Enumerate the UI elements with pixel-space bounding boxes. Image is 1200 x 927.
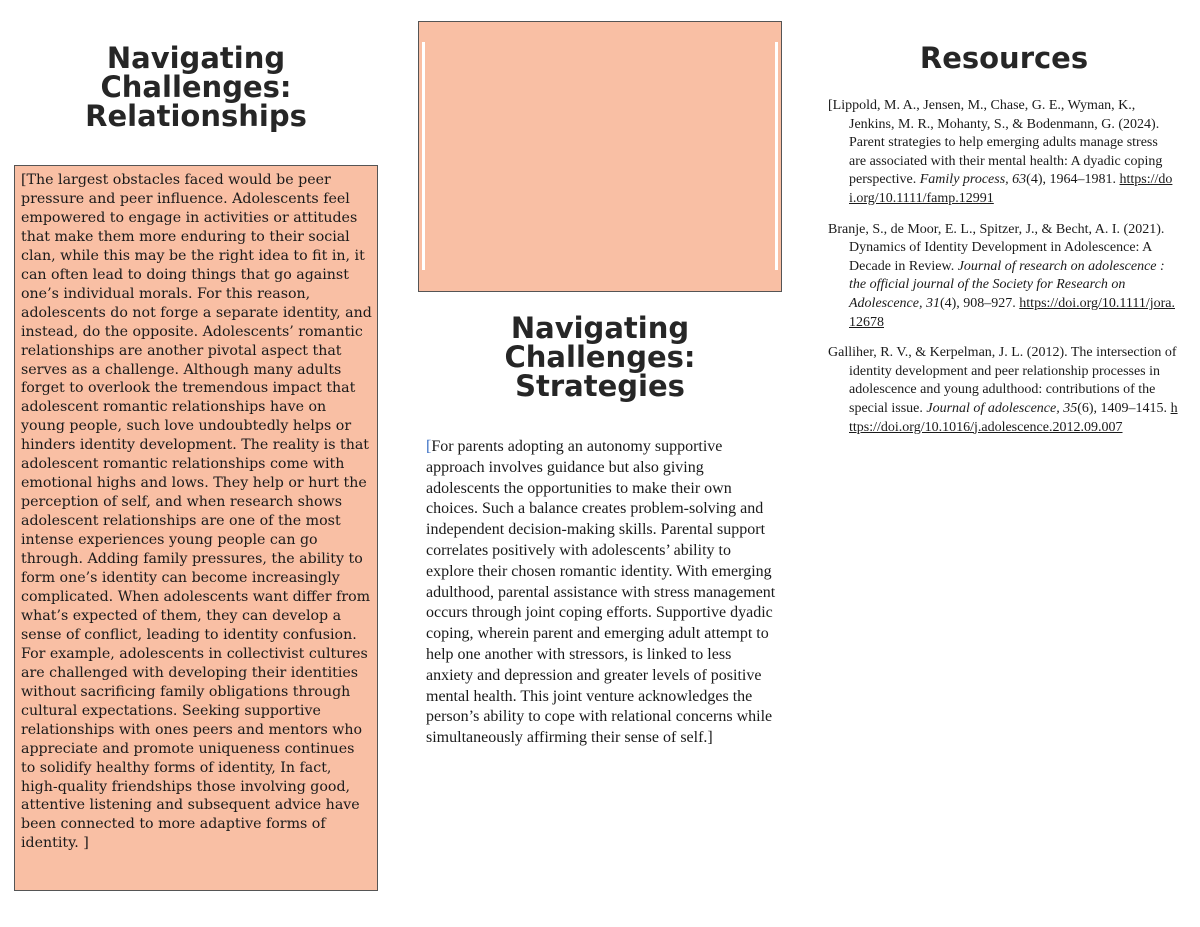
reference-text: [Lippold, M. A., Jensen, M., Chase, G. E., Wyman, K., Jenkins, M. R., Mohanty, S., & Bodenmann, G. (2024). Parent strategies to help emerging adults manage stress are associated with their mental health: A dyadic coping perspective. [828,98,1163,188]
reference-doi-link[interactable]: https://doi.org/10.1111/jora.12678 [849,295,1175,330]
image-placeholder-left-edge [422,42,425,270]
reference-text: Branje, S., de Moor, E. L., Spitzer, J., & Becht, A. I. (2021). Dynamics of Identity Development in Adolescence: A Decade in Review. [828,221,1165,274]
relationships-heading: Navigating Challenges: Relationships [85,41,307,133]
strategies-open-bracket: [ [426,438,432,455]
reference-doi-link[interactable]: https://doi.org/10.1111/famp.12991 [849,172,1173,206]
reference-doi-link[interactable]: https://doi.org/10.1016/j.adolescence.2012.09.007 [849,400,1178,435]
image-placeholder-right-edge [775,42,778,270]
reference-item [828,97,1178,209]
reference-text: Galliher, R. V., & Kerpelman, J. L. (2012). The intersection of identity development and peer relationship processes in adolescence and young adulthood: contributions of the special issue. [828,345,1177,416]
image-placeholder [418,21,782,292]
resources-heading: Resources [919,41,1089,75]
reference-journal: Journal of research on adolescence : the official journal of the Society for Research on Adolescence, 31 [849,258,1165,311]
relationships-text-box [14,165,378,891]
strategies-body: For parents adopting an autonomy supportive approach involves guidance but also giving adolescents the opportunities to make their own choices. Such a balance creates problem-solving and independent decision-making skills. Parental support correlates positively with adolescents’ ability to explore their chosen romantic identity. With emerging adulthood, parental assistance with stress management occurs through joint coping efforts. Supportive dyadic coping, wherein parent and emerging adult attempt to help one another with stressors, is linked to less anxiety and depression and greater levels of positive mental health. This joint venture acknowledges the person’s ability to cope with relational concerns while simultaneously affirming their sense of self.] [426,438,776,747]
reference-details: (6), 1409–1415. [1077,400,1171,416]
reference-journal: Journal of adolescence, 35 [926,400,1078,416]
reference-item [828,221,1178,333]
strategies-body-paragraph [426,437,778,749]
reference-item [828,344,1178,437]
relationships-body: [The largest obstacles faced would be peer pressure and peer influence. Adolescents feel empowered to engage in activities or attitudes that make them more enduring to their social clan, while this may be the right idea to fit in, it can often lead to doing things that go against one’s individual morals. For this reason, adolescents do not forge a separate identity, and instead, do the opposite. Adolescents’ romantic relationships are another pivotal aspect that serves as a challenge. Although many adults forget to overlook the tremendous impact that adolescent romantic relationships have on young people, such love undoubtedly helps or hinders identity development. The reality is that adolescent romantic relationships come with emotional highs and lows. They help or hurt the perception of self, and when research shows adolescent relationships are one of the most intense experiences young people can go through. Adding family pressures, the ability to form one’s identity can become increasingly complicated. When adolescents want differ from what’s expected of them, they can develop a sense of conflict, leading to identity confusion. For example, adolescents in collectivist cultures are challenged with developing their identities without sacrificing family obligations through cultural expectations. Seeking supportive relationships with ones peers and mentors who appreciate and promote uniqueness continues to solidify healthy forms of identity, In fact, high-quality friendships those involving good, attentive listening and subsequent advice have been connected to more adaptive forms of identity. ] [21,172,372,852]
reference-details: (4), 1964–1981. [1026,172,1120,188]
resources-list [828,97,1178,449]
reference-details: (4), 908–927. [939,295,1020,311]
strategies-heading: Navigating Challenges: Strategies [504,311,696,403]
reference-journal: Family process, 63 [919,172,1027,188]
